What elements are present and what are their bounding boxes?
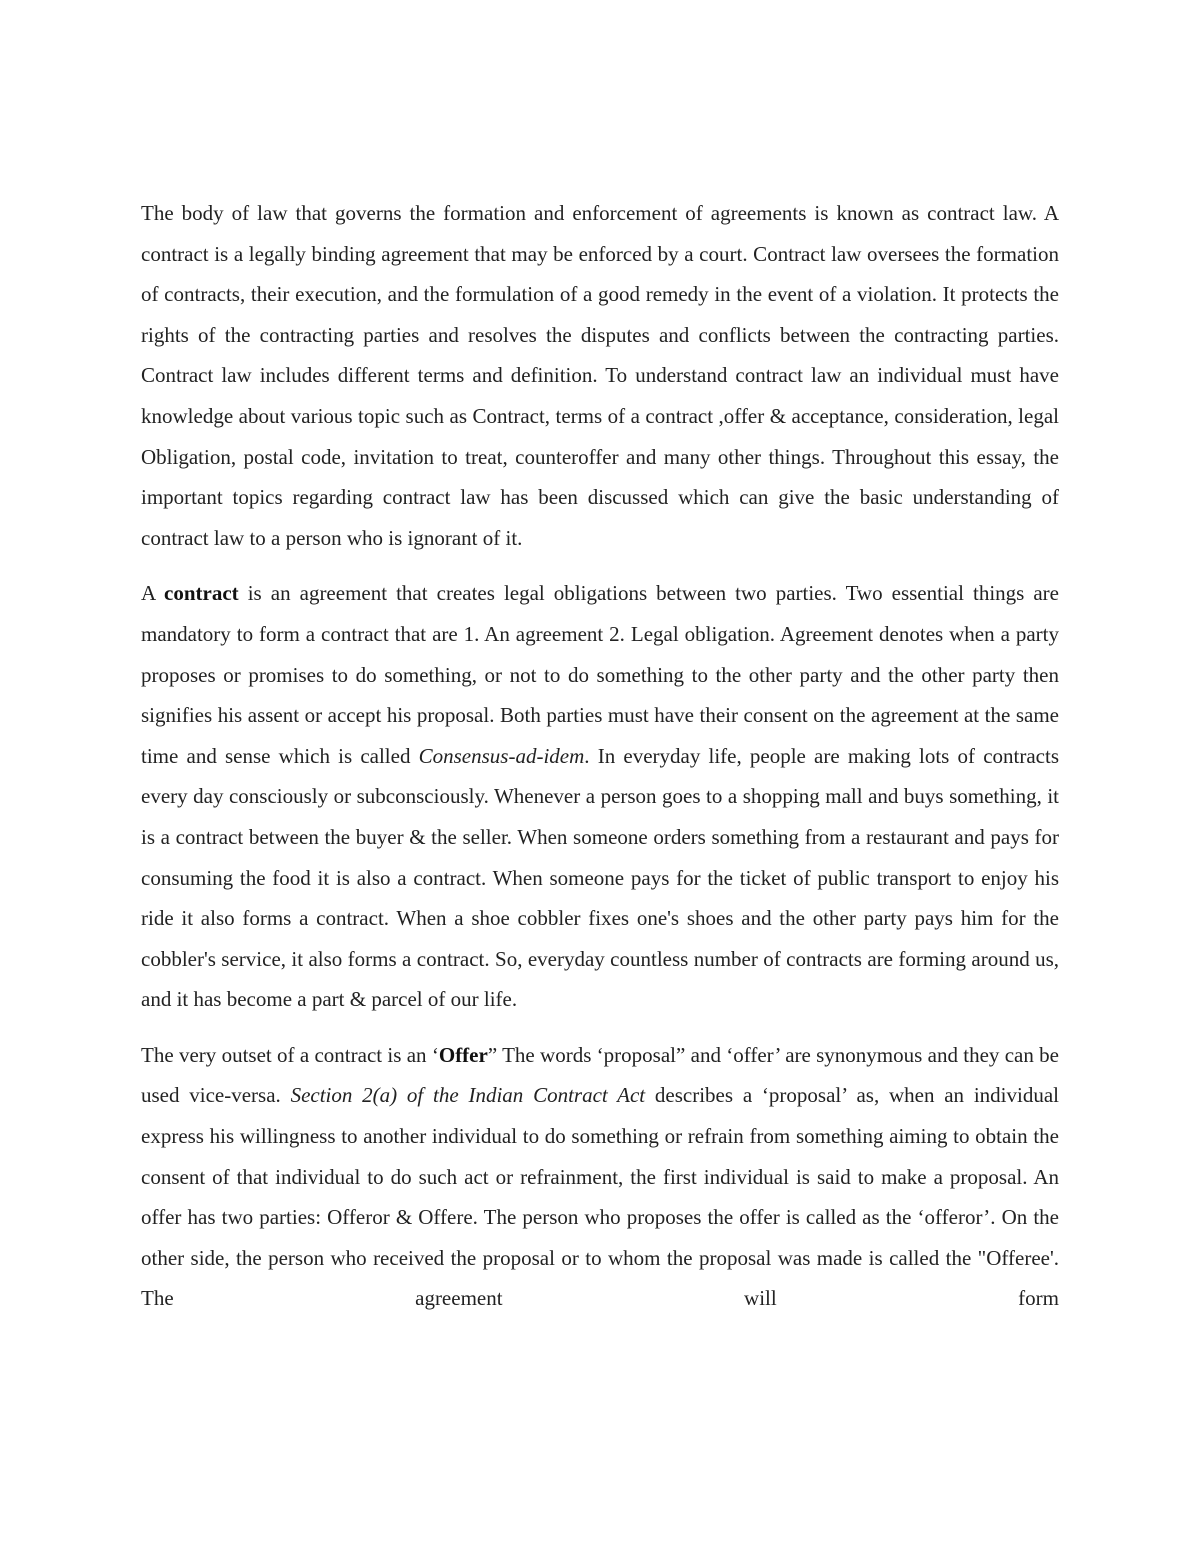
- term-contract-bold: contract: [164, 581, 239, 606]
- section-reference-italic: Section 2(a) of the Indian Contract Act: [290, 1083, 646, 1108]
- paragraph-contract: [141, 573, 1059, 1020]
- paragraph-offer-text-e: describes a ‘proposal’ as, when an individual express his willingness to another individual to do something or refrain from something aiming to obtain the consent of that individual to do such act or refrainment, the first individual is said to make a proposal. An offer has two parties: Offeror & Offere. The person who proposes the offer is called as the ‘offeror’. On the other side, the person who received the proposal or to whom the proposal was made is called the "Offeree'. The agreement will form: [141, 1083, 1059, 1311]
- paragraph-offer: [141, 1035, 1059, 1319]
- paragraph-contract-text-c: is an agreement that creates legal obligations between two parties. Two essential things are mandatory to form a contract that are 1. An agreement 2. Legal obligation. Agreement denotes when a party proposes or promises to do something, or not to do something to the other party and the other party then signifies his assent or accept his proposal. Both parties must have their consent on the agreement at the same time and sense which is called: [141, 581, 1059, 768]
- paragraph-contract-text-a: A: [141, 581, 165, 606]
- term-consensus-ad-idem-italic: Consensus-ad-idem: [418, 743, 585, 768]
- paragraph-offer-text-c: ” The words ‘proposal” and ‘offer’ are synonymous and they can be used vice-versa.: [141, 1042, 1059, 1108]
- paragraph-intro: [141, 193, 1059, 558]
- paragraph-offer-text-a: The very outset of a contract is an ‘: [141, 1042, 439, 1067]
- paragraph-contract-text-e: . In everyday life, people are making lots of contracts every day consciously or subconsciously. Whenever a person goes to a shopping mall and buys something, it is a contract between the buyer & the seller. When someone orders something from a restaurant and pays for consuming the food it is also a contract. When someone pays for the ticket of public transport to enjoy his ride it also forms a contract. When a shoe cobbler fixes one's shoes and the other party pays him for the cobbler's service, it also forms a contract. So, everyday countless number of contracts are forming around us, and it has become a part & parcel of our life.: [141, 743, 1059, 1012]
- document-page: [141, 193, 1059, 1319]
- term-offer-bold: Offer: [438, 1042, 488, 1067]
- paragraph-intro-text: The body of law that governs the formation and enforcement of agreements is known as contract law. A contract is a legally binding agreement that may be enforced by a court. Contract law oversees the formation of contracts, their execution, and the formulation of a good remedy in the event of a violation. It protects the rights of the contracting parties and resolves the disputes and conflicts between the contracting parties. Contract law includes different terms and definition. To understand contract law an individual must have knowledge about various topic such as Contract, terms of a contract ,offer & acceptance, consideration, legal Obligation, postal code, invitation to treat, counteroffer and many other things. Throughout this essay, the important topics regarding contract law has been discussed which can give the basic understanding of contract law to a person who is ignorant of it.: [141, 201, 1059, 550]
